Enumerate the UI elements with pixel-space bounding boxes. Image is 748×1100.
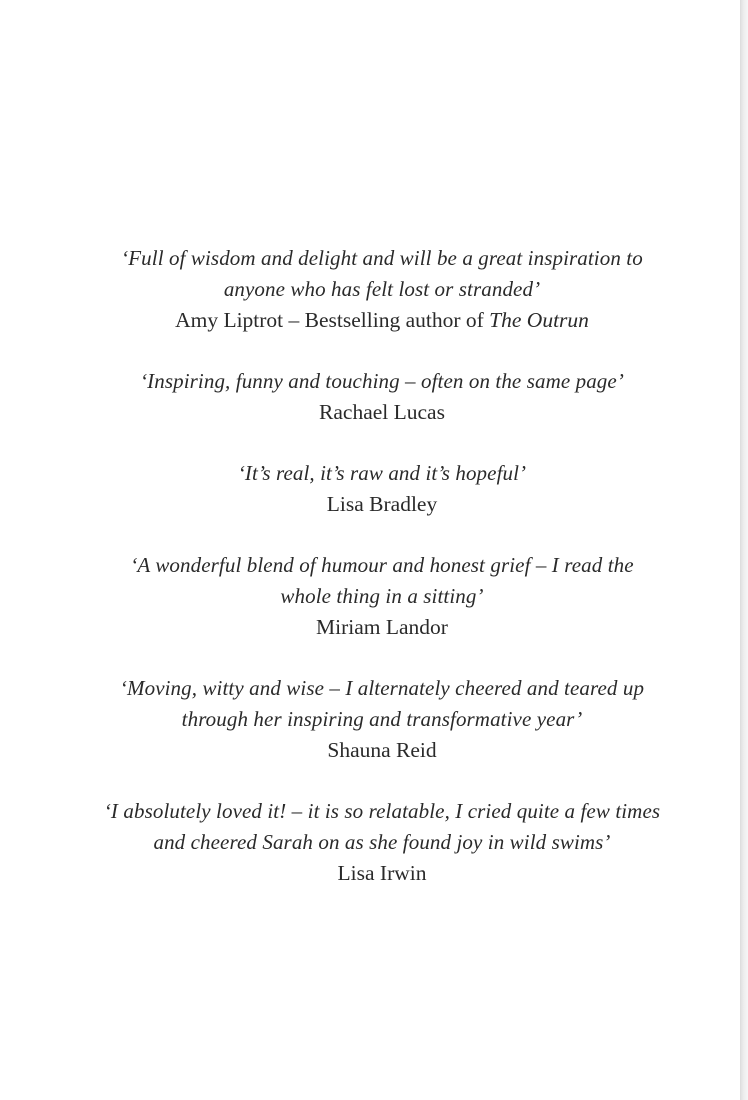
page-edge xyxy=(740,0,748,1100)
author-name: Amy Liptrot – Bestselling author of xyxy=(175,308,490,332)
quote-line: whole thing in a sitting’ xyxy=(280,584,484,608)
quote-line: ‘A wonderful blend of humour and honest grief – I read the xyxy=(130,553,634,577)
blurb-author: Miriam Landor xyxy=(316,615,448,639)
blurb-quote xyxy=(0,796,748,858)
quote-line: ‘It’s real, it’s raw and it’s hopeful’ xyxy=(237,461,527,485)
quote-line: ‘I absolutely loved it! – it is so relatable, I cried quite a few times xyxy=(103,799,661,823)
blurb-quote xyxy=(0,366,748,397)
blurb-quote xyxy=(0,458,748,489)
quote-line: ‘Inspiring, funny and touching – often on the same page’ xyxy=(140,369,624,393)
blurb xyxy=(0,243,748,336)
quote-line: through her inspiring and transformative year’ xyxy=(181,707,583,731)
quote-line: anyone who has felt lost or stranded’ xyxy=(223,277,541,301)
blurb-author: Shauna Reid xyxy=(327,738,437,762)
quote-line: ‘Moving, witty and wise – I alternately cheered and teared up xyxy=(119,676,645,700)
quote-line: and cheered Sarah on as she found joy in wild swims’ xyxy=(153,830,611,854)
quote-line: ‘Full of wisdom and delight and will be a great inspiration to xyxy=(121,246,643,270)
blurb xyxy=(0,458,748,520)
blurb-quote xyxy=(0,673,748,735)
blurb xyxy=(0,796,748,889)
book-title: The Outrun xyxy=(489,308,589,332)
blurb xyxy=(0,673,748,766)
blurb-author: Lisa Bradley xyxy=(326,492,438,516)
blurb-author: Lisa Irwin xyxy=(337,861,427,885)
blurb-quote xyxy=(0,550,748,612)
blurb-author xyxy=(0,305,748,336)
blurb xyxy=(0,550,748,643)
blurb xyxy=(0,366,748,428)
blurb-quote xyxy=(0,243,748,305)
praise-section xyxy=(0,243,748,919)
blurb-author: Rachael Lucas xyxy=(319,400,445,424)
